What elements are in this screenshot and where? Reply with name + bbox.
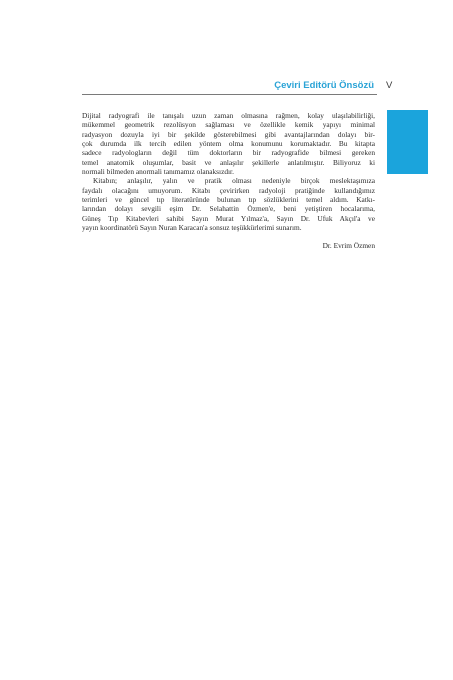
text-line: radyasyon dozuyla iyi bir şekilde gösterebilmesi gibi avantajlarından dolayı bir- [82,129,375,139]
text-line: sadece radyologların değil tüm doktorların bir radyografide bilmesi gereken [82,148,375,158]
preface-body [82,111,375,251]
section-title: Çeviri Editörü Önsözü [274,80,374,91]
author-signature: Dr. Evrim Özmen [322,241,375,251]
text-line: terimleri ve güncel tıp literatüründe bulunan tıp sözlüklerini temel aldım. Katkı- [82,195,375,205]
text-line: mükemmel geometrik rezolüsyon sağlaması ve özellikle kemik yapıyı minimal [82,120,375,130]
paragraph-1 [82,111,375,176]
text-line: Kitabın; anlaşılır, yalın ve pratik olması nedeniyle birçok meslektaşımıza [93,176,375,186]
header-rule [82,94,377,95]
text-line: normali bilmeden anormali tanımamız olanaksızdır. [82,167,234,177]
chapter-side-tab [387,110,428,174]
text-line: Dijital radyografi ile tanışalı uzun zaman olmasına rağmen, kolay ulaşılabilirliği, [82,111,375,120]
page-number: V [386,80,393,91]
paragraph-2 [82,176,375,232]
text-line: yayın koordinatörü Sayın Nuran Karacan'a sonsuz teşükkürlerimi sunarım. [82,223,302,233]
text-line: faydalı olacağını umuyorum. Kitabı çevirirken radyoloji pratiğinde kullandığımız [82,185,375,195]
text-line: çok durumda ilk tercih edilen yöntem olma konumunu korumaktadır. Bu kitapta [82,139,375,149]
text-line: temel anatomik oluşumlar, basit ve anlaşılır şekillerle anlatılmıştır. Biliyoruz ki [82,157,375,167]
text-line: Güneş Tıp Kitabevleri sahibi Sayın Murat Yılmaz'a, Sayın Dr. Ufuk Akçıl'a ve [82,213,375,223]
text-line: larından dolayı sevgili eşim Dr. Selahattin Özmen'e, beni yetiştiren hocalarıma, [82,204,375,214]
